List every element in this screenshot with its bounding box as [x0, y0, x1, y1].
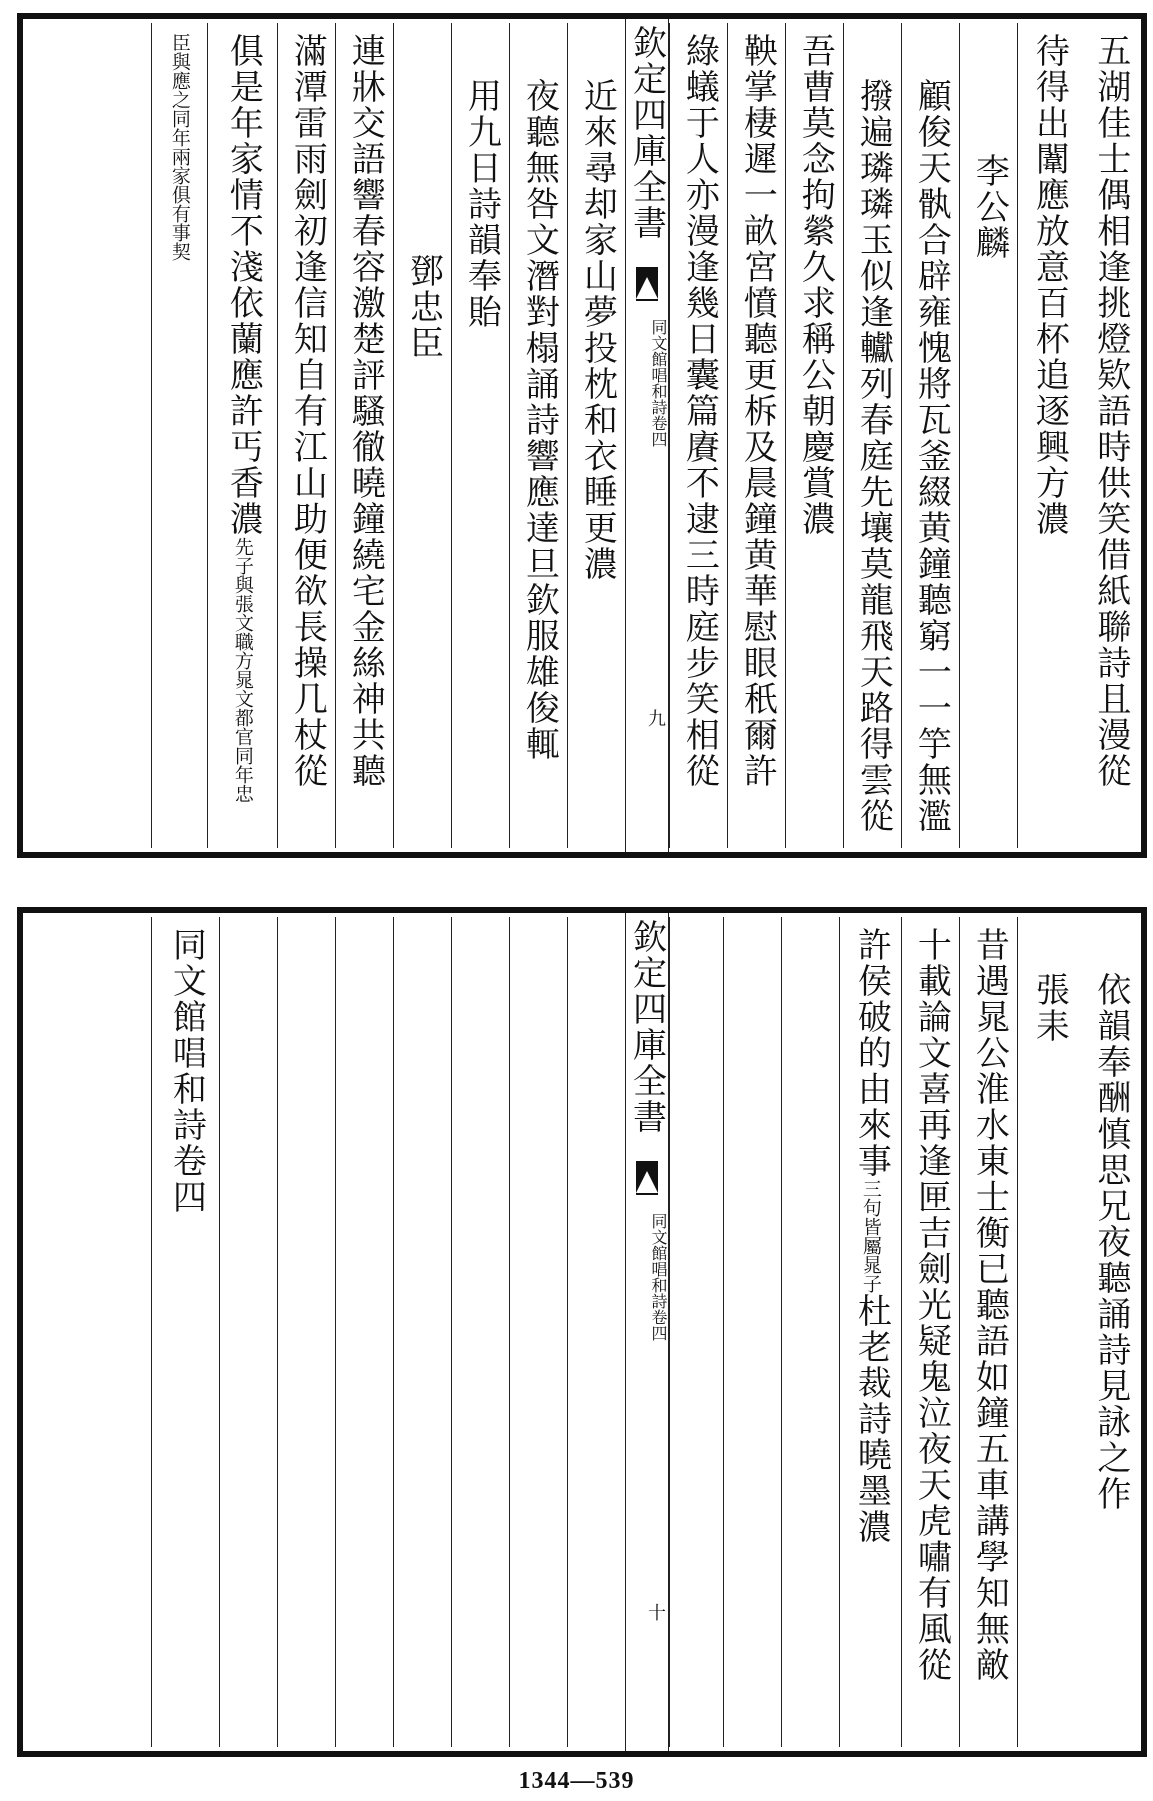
text-column: [277, 23, 335, 848]
empty-column: [393, 917, 451, 1747]
verse-line: 連牀交語響春容激楚評騷徹曉鐘繞宅金絲神共聽: [345, 33, 386, 789]
bottom-panel: [17, 907, 1147, 1757]
book-subtitle: [626, 1213, 668, 1393]
text-column: [151, 23, 207, 848]
text-column: [1079, 23, 1141, 848]
empty-column: [277, 917, 335, 1747]
poem-title: 夜聽無咎文潛對榻誦詩響應達旦欽服雄俊輒: [519, 78, 560, 762]
note-line: 屬晁子: [859, 1236, 882, 1293]
empty-column: [335, 917, 393, 1747]
verse-line: 十載論文喜再逢匣吉劍光疑鬼泣夜天虎嘯有風從: [911, 927, 952, 1683]
subtitle-line: 同文館唱和詩: [649, 319, 668, 415]
empty-column: [219, 917, 277, 1747]
text-column: [509, 23, 567, 848]
text-column: [451, 23, 509, 848]
text-column: [785, 23, 843, 848]
subtitle-line: 卷四: [649, 1309, 668, 1341]
page-number: 1344—539: [518, 1768, 635, 1794]
empty-column: [781, 917, 839, 1747]
verse-line: 待得出闈應放意百杯追逐興方濃: [1029, 33, 1070, 537]
verse-line: 近來尋却家山夢投枕和衣睡更濃: [577, 78, 618, 582]
text-column: [1017, 917, 1079, 1747]
book-title: 欽定四庫全書: [626, 25, 667, 241]
empty-column: [567, 917, 625, 1747]
verse-line: 綠蟻于人亦漫逢幾日囊篇賡不逮三時庭步笑相從: [679, 33, 720, 789]
author-name: 李公麟: [969, 153, 1010, 261]
text-column: [567, 23, 625, 848]
empty-column: [723, 917, 781, 1747]
center-fold: [625, 913, 669, 1751]
text-column: [669, 23, 727, 848]
empty-column: [669, 917, 723, 1747]
inline-note: [230, 537, 255, 803]
poem-title: 依韻奉酬慎思兄夜聽誦詩見詠之作: [1090, 972, 1131, 1512]
text-column: [843, 23, 901, 848]
note-line: 臣與應之同年: [168, 33, 191, 147]
volume-end-title: 同文館唱和詩卷四: [166, 927, 207, 1215]
verse-line: 吾曹莫念拘縈久求稱公朝慶賞濃: [795, 33, 836, 537]
text-column: [1017, 23, 1079, 848]
text-column: [1079, 917, 1141, 1747]
text-column: [901, 23, 959, 848]
text-column: [335, 23, 393, 848]
text-column: [901, 917, 959, 1747]
verse-line: 昔遇晁公淮水東士衡已聽語如鐘五車講學知無敵: [969, 927, 1010, 1683]
verse-line: 顧俊天骫合辟雍愧將瓦釜綴黄鐘聽窮一一竽無濫: [911, 78, 952, 834]
book-title: 欽定四庫全書: [626, 919, 667, 1135]
leaf-number: 九: [645, 709, 666, 727]
note-line: 兩家俱有事契: [168, 147, 191, 261]
author-name: 鄧忠臣: [403, 253, 444, 361]
author-name: 張耒: [1029, 972, 1070, 1044]
text-column: [727, 23, 785, 848]
text-column: [959, 917, 1017, 1747]
note-line: 三句皆: [859, 1179, 882, 1236]
note-line: 先子與張文職方: [231, 537, 254, 670]
poem-title: 用九日詩韻奉貽: [461, 78, 502, 330]
fishtail-mark-icon: [636, 267, 658, 301]
verse-line: 五湖佳士偶相逢挑燈欵語時供笑借紙聯詩且漫從: [1090, 33, 1131, 789]
empty-column: [451, 917, 509, 1747]
verse-line: 杜老裁詩曉墨濃: [851, 1293, 892, 1545]
verse-line: 許侯破的由來事: [851, 927, 892, 1179]
text-column: [207, 23, 277, 848]
inline-note: [167, 23, 192, 261]
text-column: [393, 23, 451, 848]
top-panel: [17, 13, 1147, 858]
text-column: [959, 23, 1017, 848]
inline-note: [858, 1179, 883, 1293]
text-column: [151, 917, 219, 1747]
center-fold: [625, 19, 669, 852]
verse-line: 滿潭雷雨劍初逢信知自有江山助便欲長操几杖從: [287, 33, 328, 789]
text-column: [839, 917, 901, 1747]
verse-line: 鞅掌棲遲一畝宮憤聽更柝及晨鐘黄華慰眼秖爾許: [737, 33, 778, 789]
subtitle-line: 卷四: [649, 415, 668, 447]
subtitle-line: 同文館唱和詩: [649, 1213, 668, 1309]
leaf-number: 十: [645, 1603, 666, 1621]
book-subtitle: [626, 319, 668, 499]
verse-line: 撥遍璘璘玉似逢䡾列春庭先壤莫龍飛天路得雲從: [853, 78, 894, 834]
empty-column: [509, 917, 567, 1747]
verse-line: 俱是年家情不淺依蘭應許丐香濃: [223, 33, 264, 537]
fishtail-mark-icon: [636, 1161, 658, 1195]
note-line: 晁文都官同年忠: [231, 670, 254, 803]
